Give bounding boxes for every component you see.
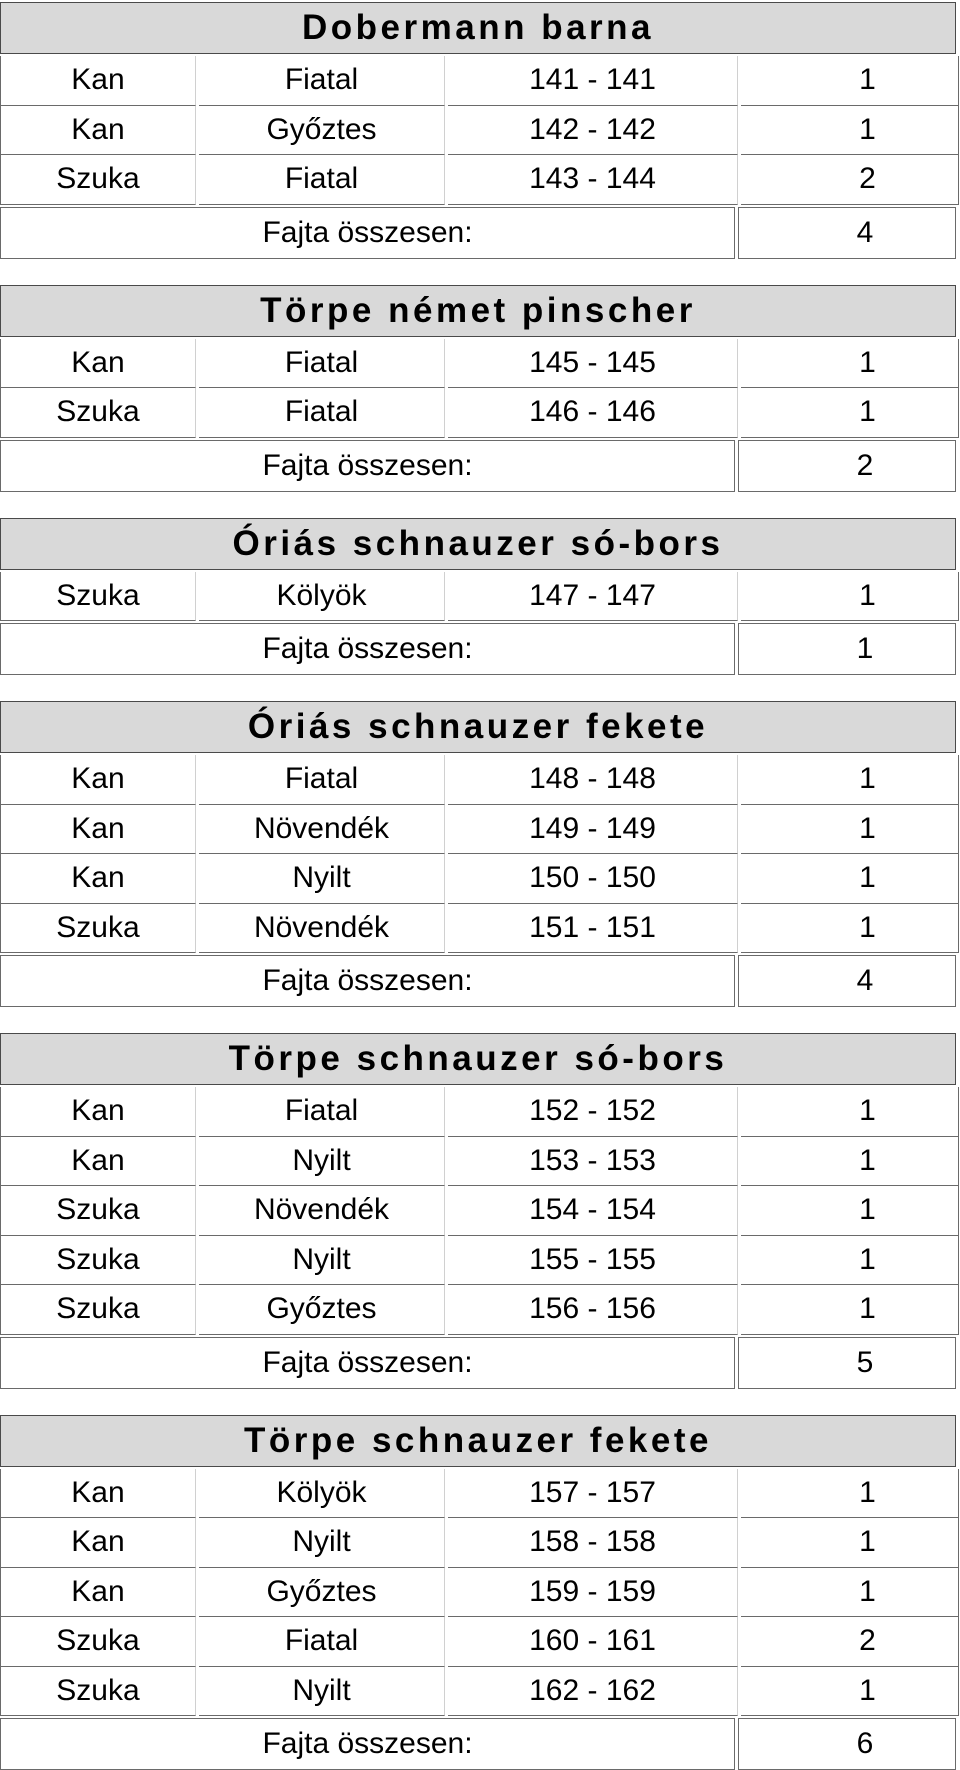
entry-row — [0, 1137, 960, 1187]
breed-total-label: Fajta összesen: — [0, 955, 735, 1007]
entry-row — [0, 1285, 960, 1335]
breed-total-row — [0, 623, 960, 675]
breed-total-value: 5 — [738, 1337, 956, 1389]
count-cell: 1 — [741, 388, 959, 438]
entry-row — [0, 1236, 960, 1286]
catalog-range-cell: 154 - 154 — [448, 1186, 738, 1236]
catalog-range-cell: 156 - 156 — [448, 1285, 738, 1335]
sex-cell: Szuka — [0, 572, 196, 622]
entry-list — [0, 1469, 960, 1717]
entry-row — [0, 755, 960, 805]
entry-list — [0, 56, 960, 205]
catalog-range-cell: 146 - 146 — [448, 388, 738, 438]
catalog-range-cell: 157 - 157 — [448, 1469, 738, 1519]
count-cell: 1 — [741, 755, 959, 805]
breed-total-label: Fajta összesen: — [0, 207, 735, 259]
entry-row — [0, 1568, 960, 1618]
class-cell: Fiatal — [199, 388, 445, 438]
sex-cell: Szuka — [0, 155, 196, 205]
breed-header: Törpe schnauzer fekete — [0, 1415, 956, 1467]
sex-cell: Kan — [0, 854, 196, 904]
entry-row — [0, 1087, 960, 1137]
sex-cell: Szuka — [0, 1667, 196, 1717]
catalog-range-cell: 145 - 145 — [448, 339, 738, 389]
sex-cell: Szuka — [0, 1285, 196, 1335]
breed-total-row — [0, 207, 960, 259]
count-cell: 1 — [741, 904, 959, 954]
catalog-range-cell: 158 - 158 — [448, 1518, 738, 1568]
sex-cell: Kan — [0, 1568, 196, 1618]
entry-row — [0, 1469, 960, 1519]
breed-header: Dobermann barna — [0, 2, 956, 54]
catalog-range-cell: 148 - 148 — [448, 755, 738, 805]
sex-cell: Kan — [0, 805, 196, 855]
class-cell: Győztes — [199, 1568, 445, 1618]
class-cell: Győztes — [199, 106, 445, 156]
breed-total-label: Fajta összesen: — [0, 623, 735, 675]
class-cell: Növendék — [199, 1186, 445, 1236]
sex-cell: Kan — [0, 106, 196, 156]
sex-cell: Kan — [0, 56, 196, 106]
breed-total-row — [0, 955, 960, 1007]
catalog-range-cell: 142 - 142 — [448, 106, 738, 156]
catalog-range-cell: 153 - 153 — [448, 1137, 738, 1187]
sex-cell: Kan — [0, 1137, 196, 1187]
count-cell: 1 — [741, 1469, 959, 1519]
sex-cell: Kan — [0, 1518, 196, 1568]
catalog-range-cell: 150 - 150 — [448, 854, 738, 904]
entry-row — [0, 388, 960, 438]
count-cell: 1 — [741, 56, 959, 106]
breed-section — [0, 701, 960, 1007]
count-cell: 1 — [741, 1568, 959, 1618]
entry-list — [0, 339, 960, 438]
entry-row — [0, 155, 960, 205]
breed-header: Törpe német pinscher — [0, 285, 956, 337]
entry-row — [0, 1518, 960, 1568]
count-cell: 2 — [741, 1617, 959, 1667]
count-cell: 1 — [741, 805, 959, 855]
breed-total-value: 4 — [738, 207, 956, 259]
class-cell: Győztes — [199, 1285, 445, 1335]
entry-list — [0, 1087, 960, 1335]
entry-row — [0, 805, 960, 855]
breed-total-label: Fajta összesen: — [0, 1718, 735, 1770]
count-cell: 1 — [741, 572, 959, 622]
sex-cell: Kan — [0, 1087, 196, 1137]
breed-header: Óriás schnauzer só-bors — [0, 518, 956, 570]
class-cell: Nyilt — [199, 1518, 445, 1568]
entry-row — [0, 904, 960, 954]
catalog-range-cell: 147 - 147 — [448, 572, 738, 622]
class-cell: Fiatal — [199, 339, 445, 389]
catalog-range-cell: 159 - 159 — [448, 1568, 738, 1618]
class-cell: Növendék — [199, 904, 445, 954]
entry-row — [0, 106, 960, 156]
class-cell: Kölyök — [199, 1469, 445, 1519]
breed-total-row — [0, 440, 960, 492]
count-cell: 1 — [741, 1137, 959, 1187]
catalog-range-cell: 143 - 144 — [448, 155, 738, 205]
count-cell: 1 — [741, 1186, 959, 1236]
breed-total-value: 2 — [738, 440, 956, 492]
count-cell: 1 — [741, 1518, 959, 1568]
catalog-range-cell: 160 - 161 — [448, 1617, 738, 1667]
entry-row — [0, 339, 960, 389]
breed-section — [0, 1415, 960, 1770]
sex-cell: Szuka — [0, 904, 196, 954]
catalog-range-cell: 149 - 149 — [448, 805, 738, 855]
breed-section — [0, 1033, 960, 1389]
entry-row — [0, 56, 960, 106]
breed-total-value: 6 — [738, 1718, 956, 1770]
catalog-range-cell: 151 - 151 — [448, 904, 738, 954]
catalog-range-cell: 152 - 152 — [448, 1087, 738, 1137]
breed-total-row — [0, 1718, 960, 1770]
sex-cell: Kan — [0, 1469, 196, 1519]
catalog-range-cell: 155 - 155 — [448, 1236, 738, 1286]
count-cell: 2 — [741, 155, 959, 205]
class-cell: Kölyök — [199, 572, 445, 622]
breed-total-row — [0, 1337, 960, 1389]
breed-total-label: Fajta összesen: — [0, 440, 735, 492]
entry-row — [0, 1667, 960, 1717]
count-cell: 1 — [741, 339, 959, 389]
class-cell: Fiatal — [199, 1087, 445, 1137]
entry-row — [0, 854, 960, 904]
class-cell: Nyilt — [199, 1236, 445, 1286]
class-cell: Nyilt — [199, 854, 445, 904]
count-cell: 1 — [741, 1667, 959, 1717]
entry-row — [0, 1617, 960, 1667]
class-cell: Fiatal — [199, 755, 445, 805]
count-cell: 1 — [741, 106, 959, 156]
class-cell: Fiatal — [199, 56, 445, 106]
sex-cell: Kan — [0, 755, 196, 805]
breed-total-value: 4 — [738, 955, 956, 1007]
class-cell: Fiatal — [199, 155, 445, 205]
entry-list — [0, 755, 960, 953]
class-cell: Fiatal — [199, 1617, 445, 1667]
breed-section — [0, 2, 960, 259]
breed-header: Óriás schnauzer fekete — [0, 701, 956, 753]
sex-cell: Szuka — [0, 1236, 196, 1286]
class-cell: Növendék — [199, 805, 445, 855]
catalog-range-cell: 141 - 141 — [448, 56, 738, 106]
entry-row — [0, 1186, 960, 1236]
breed-total-value: 1 — [738, 623, 956, 675]
count-cell: 1 — [741, 1087, 959, 1137]
entry-row — [0, 572, 960, 622]
breed-section — [0, 518, 960, 676]
catalog-range-cell: 162 - 162 — [448, 1667, 738, 1717]
sex-cell: Szuka — [0, 1186, 196, 1236]
sex-cell: Kan — [0, 339, 196, 389]
entry-list — [0, 572, 960, 622]
breed-section — [0, 285, 960, 492]
breed-header: Törpe schnauzer só-bors — [0, 1033, 956, 1085]
count-cell: 1 — [741, 1236, 959, 1286]
breed-total-label: Fajta összesen: — [0, 1337, 735, 1389]
count-cell: 1 — [741, 1285, 959, 1335]
count-cell: 1 — [741, 854, 959, 904]
sex-cell: Szuka — [0, 388, 196, 438]
sex-cell: Szuka — [0, 1617, 196, 1667]
class-cell: Nyilt — [199, 1137, 445, 1187]
class-cell: Nyilt — [199, 1667, 445, 1717]
